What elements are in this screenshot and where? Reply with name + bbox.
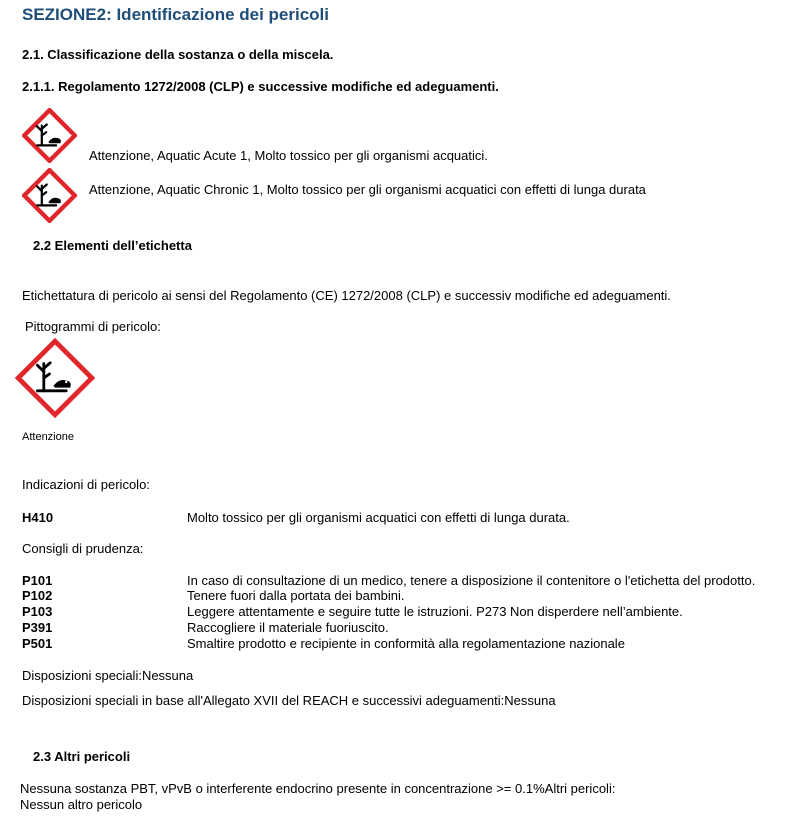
hazard-statements-label: Indicazioni di pericolo:: [22, 477, 150, 492]
precautionary-code: P101: [22, 573, 53, 588]
environment-hazard-icon: [22, 168, 77, 223]
label-intro-text: Etichettatura di pericolo ai sensi del Regolamento (CE) 1272/2008 (CLP) e successiv modifiche ed adeguamenti.: [22, 288, 671, 303]
other-hazards-text: Nessun altro pericolo: [20, 797, 143, 812]
precautionary-text: Leggere attentamente e seguire tutte le istruzioni. P273 Non disperdere nell’ambiente.: [187, 604, 683, 619]
precautionary-code: P501: [22, 636, 53, 651]
classification-heading: 2.1. Classificazione della sostanza o della miscela.: [22, 47, 334, 62]
precautionary-text: In caso di consultazione di un medico, tenere a disposizione il contenitore o l'etichetta del prodotto.: [187, 573, 756, 588]
environment-hazard-icon: [22, 108, 77, 163]
precautionary-code: P103: [22, 604, 53, 619]
classification-subheading: 2.1.1. Regolamento 1272/2008 (CLP) e successive modifiche ed adeguamenti.: [22, 79, 499, 94]
precautionary-label: Consigli di prudenza:: [22, 541, 144, 556]
other-hazards-text: Nessuna sostanza PBT, vPvB o interferente endocrino presente in concentrazione >= 0.1%Altri pericoli:: [20, 781, 616, 796]
hazard-classification-text: Attenzione, Aquatic Acute 1, Molto tossico per gli organismi acquatici.: [89, 148, 488, 163]
section-title: SEZIONE2: Identificazione dei pericoli: [22, 5, 330, 24]
environment-hazard-icon: [15, 338, 95, 418]
pictograms-label: Pittogrammi di pericolo:: [25, 319, 161, 334]
precautionary-text: Raccogliere il materiale fuoriuscito.: [187, 620, 389, 635]
signal-word: Attenzione: [22, 431, 74, 443]
precautionary-code: P391: [22, 620, 53, 635]
hazard-statement-code: H410: [22, 510, 54, 525]
other-hazards-heading: 2.3 Altri pericoli: [33, 749, 131, 764]
hazard-statement-text: Molto tossico per gli organismi acquatici con effetti di lunga durata.: [187, 510, 570, 525]
reach-provisions: Disposizioni speciali in base all'Allegato XVII del REACH e successivi adeguamenti:Nessuna: [22, 693, 556, 708]
precautionary-code: P102: [22, 588, 53, 603]
precautionary-text: Smaltire prodotto e recipiente in conformità alla regolamentazione nazionale: [187, 636, 625, 651]
hazard-classification-text: Attenzione, Aquatic Chronic 1, Molto tossico per gli organismi acquatici con effetti di lunga durata: [89, 182, 646, 197]
special-provisions: Disposizioni speciali:Nessuna: [22, 668, 194, 683]
precautionary-text: Tenere fuori dalla portata dei bambini.: [187, 588, 405, 603]
label-elements-heading: 2.2 Elementi dell’etichetta: [33, 238, 192, 253]
